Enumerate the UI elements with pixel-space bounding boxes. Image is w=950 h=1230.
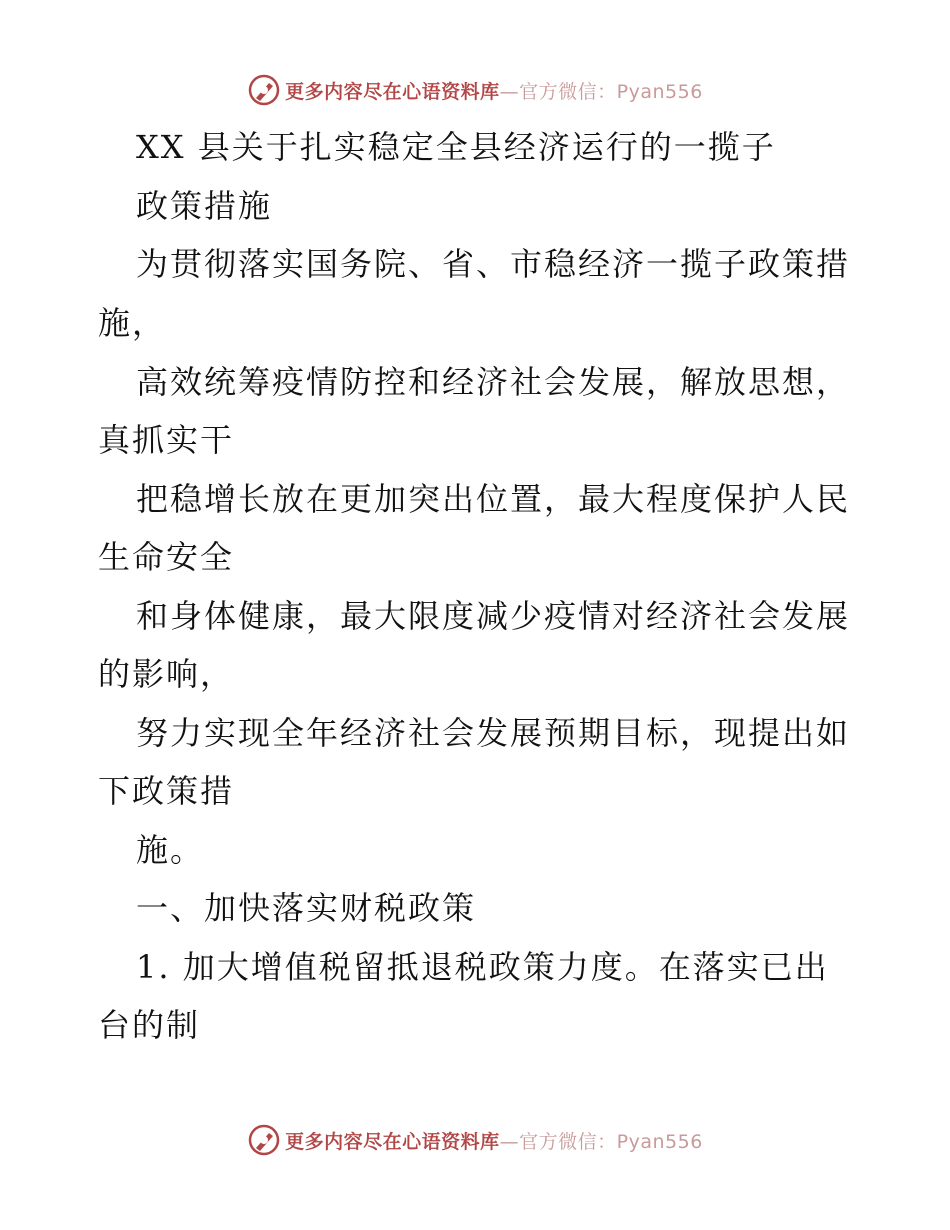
doc-paragraph-line: 高效统筹疫情防控和经济社会发展，解放思想，	[136, 363, 851, 401]
doc-paragraph-line: 施。	[136, 831, 205, 869]
doc-paragraph-line: 努力实现全年经济社会发展预期目标，现提出如	[136, 714, 851, 752]
watermark-prefix: 更多内容尽在心语资料库	[285, 1130, 500, 1153]
watermark-suffix: —官方微信：Pyan556	[499, 80, 703, 103]
doc-paragraph-line: 把稳增长放在更加突出位置，最大程度保护人民	[136, 480, 851, 518]
doc-paragraph-line: 真抓实干	[98, 421, 235, 459]
doc-title-line-2: 政策措施	[136, 187, 273, 225]
doc-paragraph-line: 1. 加大增值税留抵退税政策力度。在落实已出	[136, 948, 829, 986]
doc-paragraph-line: 和身体健康，最大限度减少疫情对经济社会发展	[136, 597, 851, 635]
doc-title-line-1: XX 县关于扎实稳定全县经济运行的一揽子	[136, 128, 776, 166]
doc-paragraph-line: 的影响，	[98, 655, 235, 693]
doc-paragraph-line: 为贯彻落实国务院、省、市稳经济一揽子政策措	[136, 245, 851, 283]
doc-paragraph-line: 生命安全	[98, 538, 235, 576]
doc-paragraph-line: 施，	[98, 304, 167, 342]
doc-section-heading: 一、加快落实财税政策	[136, 889, 477, 927]
watermark-prefix: 更多内容尽在心语资料库	[285, 80, 500, 103]
doc-paragraph-line: 台的制	[98, 1006, 201, 1044]
pen-circle-logo-icon	[247, 1123, 281, 1157]
doc-paragraph-line: 下政策措	[98, 772, 235, 810]
watermark-suffix: —官方微信：Pyan556	[499, 1130, 703, 1153]
footer-watermark	[0, 1120, 950, 1160]
